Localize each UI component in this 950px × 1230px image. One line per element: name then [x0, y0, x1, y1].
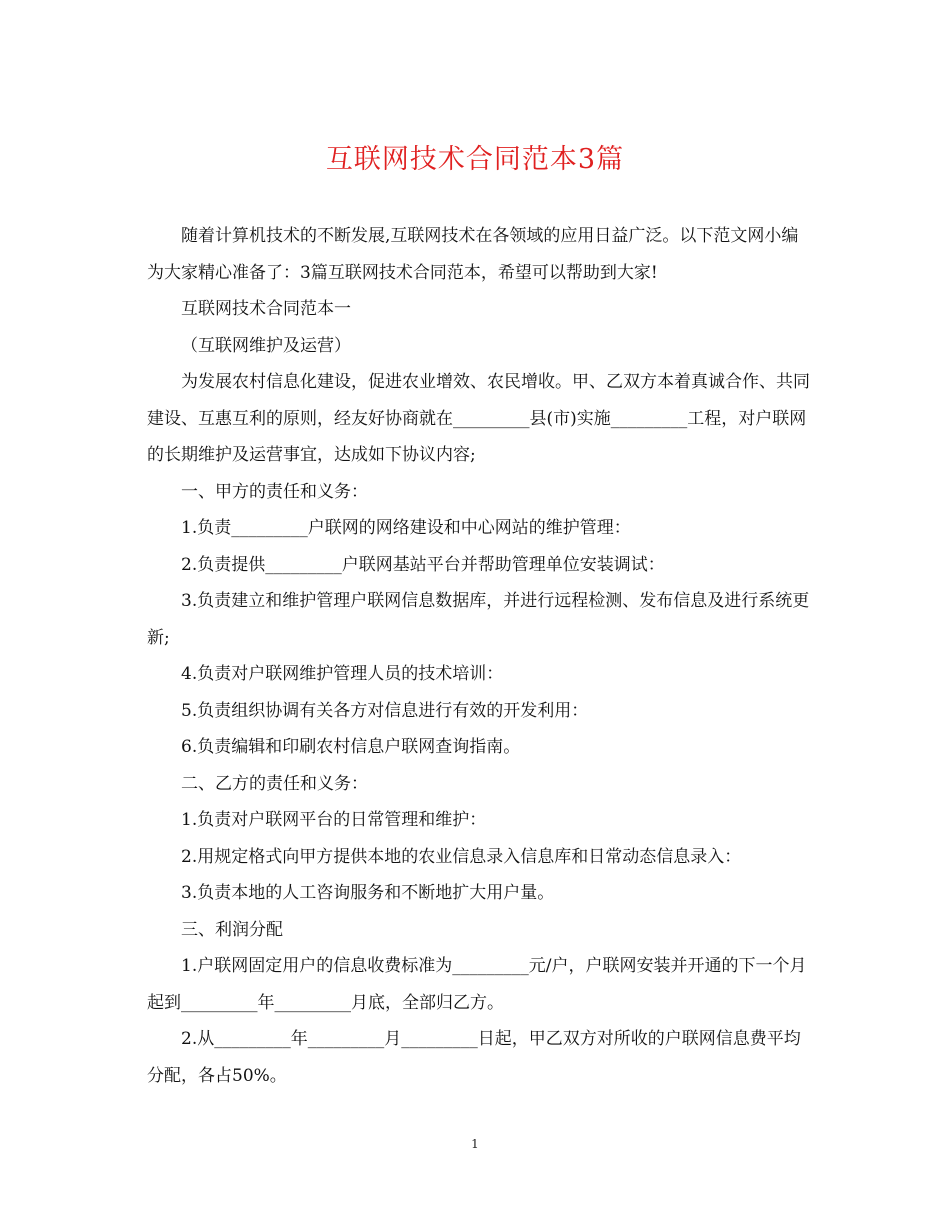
list-item: 6.负责编辑和印刷农村信息户联网查询指南。 [181, 737, 521, 757]
list-item: 1.负责_________户联网的网络建设和中心网站的维护管理： [181, 518, 631, 538]
paragraph-contract-title: 互联网技术合同范本一 [181, 299, 351, 319]
list-item: 2.从_________年_________月_________日起，甲乙双方对所收的户联网信息费平均分配，各占50%。 [147, 1029, 801, 1086]
list-item: 1.负责对户联网平台的日常管理和维护： [181, 810, 487, 830]
list-item: 2.负责提供_________户联网基站平台并帮助管理单位安装调试： [181, 554, 665, 575]
list-item: 4.负责对户联网维护管理人员的技术培训： [181, 664, 504, 684]
document-title: 互联网技术合同范本3篇 [325, 144, 625, 175]
list-item: 1.户联网固定用户的信息收费标准为_________元/户，户联网安装并开通的下一个月起到_________年_________月底，全部归乙方。 [147, 956, 807, 1013]
list-item: 3.负责建立和维护管理户联网信息数据库，并进行远程检测、发布信息及进行系统更新; [147, 591, 810, 648]
list-item: 5.负责组织协调有关各方对信息进行有效的开发利用： [181, 700, 589, 721]
section-heading-party-a: 一、甲方的责任和义务： [181, 481, 368, 502]
paragraph-preamble: 为发展农村信息化建设，促进农业增效、农民增收。甲、乙双方本着真诚合作、共同建设、互惠互利的原则，经友好协商就在_________县(市)实施_________工程，对户联网的长期维护及运营事宜，达成如下协议内容; [147, 372, 810, 465]
list-item: 3.负责本地的人工咨询服务和不断地扩大用户量。 [181, 883, 555, 903]
paragraph-contract-subtitle: （互联网维护及运营） [181, 335, 351, 356]
section-heading-profit: 三、利润分配 [181, 919, 283, 940]
paragraph-intro: 随着计算机技术的不断发展,互联网技术在各领域的应用日益广泛。以下范文网小编为大家精心准备了：3篇互联网技术合同范本，希望可以帮助到大家! [147, 226, 799, 283]
document-body [147, 218, 812, 1094]
list-item: 2.用规定格式向甲方提供本地的农业信息录入信息库和日常动态信息录入： [181, 846, 742, 867]
page-number: 1 [471, 1137, 479, 1151]
section-heading-party-b: 二、乙方的责任和义务： [181, 773, 368, 794]
